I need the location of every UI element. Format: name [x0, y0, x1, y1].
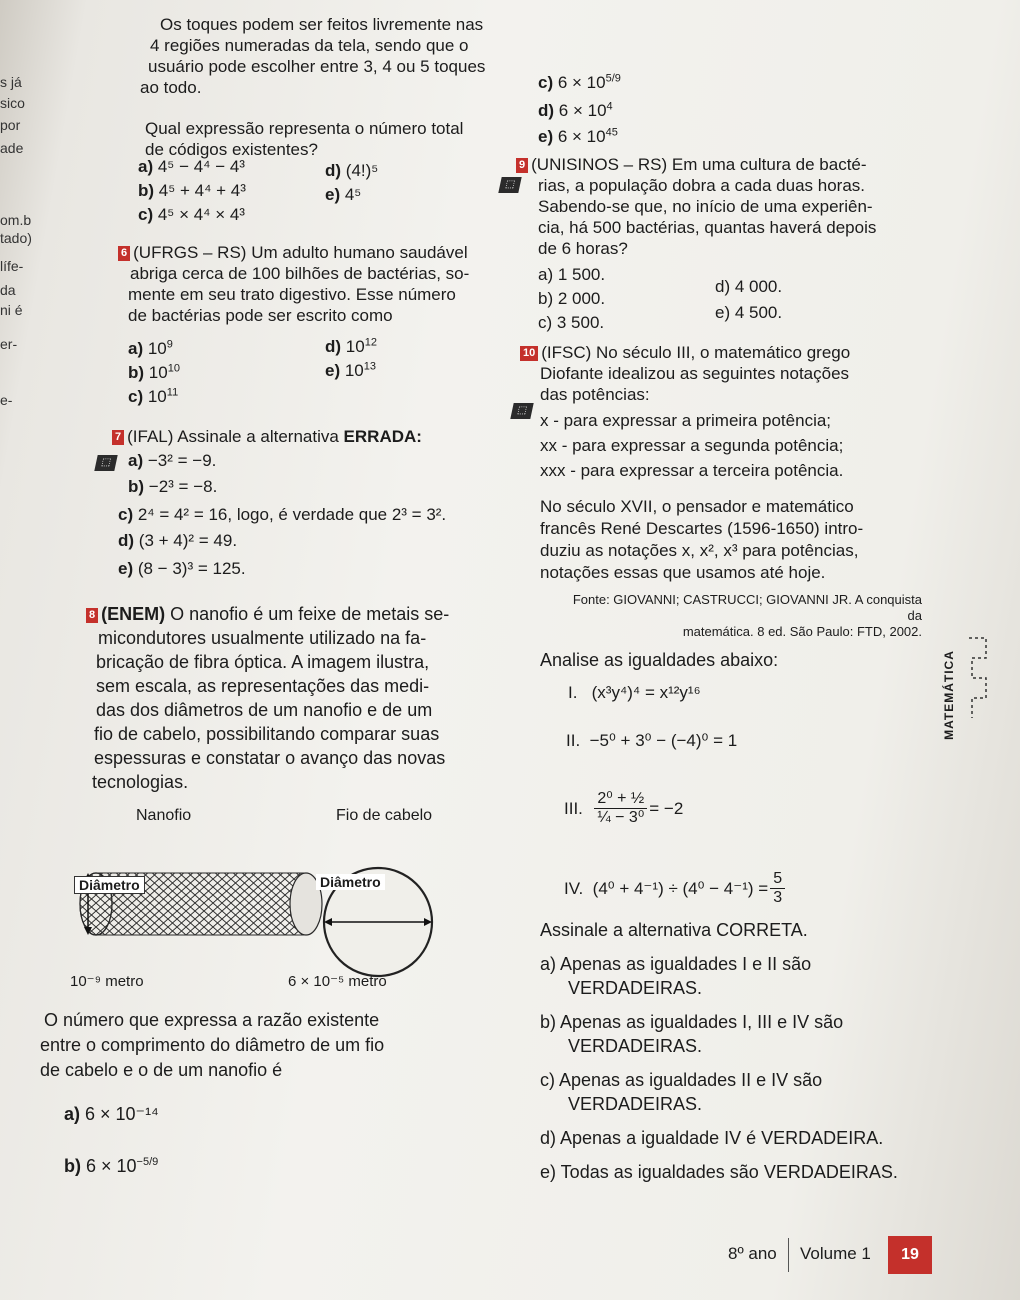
q6b-option-a[interactable]: a) $10^9$	[128, 338, 173, 358]
q6b-option-c[interactable]: c) $10^{11}$	[128, 386, 179, 406]
footer-volume: Volume 1	[800, 1244, 871, 1263]
q7-option-b[interactable]: b) −2³ = −8.	[128, 477, 218, 496]
side-tab: MATEMÁTICA	[942, 650, 957, 740]
footer-divider	[788, 1238, 789, 1272]
edge-fragment: om.b	[0, 212, 32, 228]
q6-option-c[interactable]: c) 4⁵ × 4⁴ × 4³	[138, 205, 245, 224]
q7-text: 7 (IFAL) Assinale a alternativa ERRADA:	[112, 426, 502, 447]
fig-label-nanofio: Nanofio	[136, 807, 192, 824]
q10-number: 10	[520, 346, 538, 361]
q10-options	[540, 952, 960, 1184]
edge-fragment: er-	[0, 336, 18, 352]
q6-question: Qual expressão representa o número total de códigos existentes?	[145, 119, 464, 159]
q9-option-c[interactable]: c) 3 500.	[538, 313, 605, 332]
q9-option-b[interactable]: b) 2 000.	[538, 289, 606, 308]
q10-option-b[interactable]: b) Apenas as igualdades I, III e IV são VERDADEIRAS.	[540, 1012, 844, 1056]
q10-analyze: Analise as igualdades abaixo:	[540, 650, 779, 670]
q6-option-d[interactable]: d) (4!)⁵	[325, 161, 379, 180]
q7-option-a[interactable]: a) −3² = −9.	[128, 451, 217, 470]
q10-option-e[interactable]: e) Todas as igualdades são VERDADEIRAS.	[540, 1162, 898, 1182]
edge-fragment: ni é	[0, 302, 23, 318]
q8-option-a[interactable]: a) 6 × 10⁻¹⁴	[64, 1104, 159, 1124]
edge-fragment: e-	[0, 392, 13, 408]
q9-option-a[interactable]: a) 1 500.	[538, 265, 606, 284]
q7-option-d[interactable]: d) (3 + 4)² = 49.	[118, 531, 238, 550]
q6b-option-e[interactable]: e) $10^{13}$	[325, 360, 377, 380]
edge-fragment: s já	[0, 74, 22, 90]
q10-eq-3: III. $\frac{\text{2⁰ + ½}}{\text{¼ − 3⁰}}$ = −2	[564, 790, 684, 826]
calculator-badge-icon: ⬚	[512, 402, 538, 420]
edge-fragment: tado)	[0, 230, 32, 246]
edge-fragment: por	[0, 117, 21, 133]
q10-text: 10 (IFSC) No século III, o matemático grego Diofante idealizou as seguintes notações das potências:	[520, 342, 910, 405]
q9-option-d[interactable]: d) 4 000.	[715, 277, 783, 296]
hair-diameter-label: Diâmetro	[316, 874, 385, 890]
hair-measure: 6 × 10⁻⁵ metro	[288, 973, 387, 990]
q6b-number: 6	[118, 246, 130, 261]
prev-option-c[interactable]: c) $6 \times 10^{5/9}$	[538, 72, 621, 92]
q10-option-a[interactable]: a) Apenas as igualdades I e II são VERDADEIRAS.	[540, 954, 812, 998]
q9-option-e[interactable]: e) 4 500.	[715, 303, 783, 322]
q10-descartes: No século XVII, o pensador e matemático francês René Descartes (1596-1650) intro- duziu as notações x, x², x³ para potências, notações essas que usamos até hoje.	[540, 497, 864, 582]
q10-notations: x - para expressar a primeira potência; xx - para expressar a segunda potência; xxx - para expressar a terceira potência.	[540, 411, 844, 480]
eq3-fraction: $\frac{\text{2⁰ + ½}}{\text{¼ − 3⁰}}$	[594, 790, 647, 827]
prev-option-d[interactable]: d) $6 \times 10^4$	[538, 100, 613, 120]
calculator-badge-icon: ⬚	[96, 454, 122, 472]
q10-eq-2: II. −5⁰ + 3⁰ − (−4)⁰ = 1	[566, 731, 738, 750]
nanofio-diameter-label: Diâmetro	[74, 876, 145, 894]
q9-number: 9	[516, 158, 528, 173]
edge-fragment: sico	[0, 95, 25, 111]
q6-option-e[interactable]: e) 4⁵	[325, 185, 362, 204]
edge-fragment: ade	[0, 140, 24, 156]
q10-source-note: Fonte: GIOVANNI; CASTRUCCI; GIOVANNI JR. A conquista da matemática. 8 ed. São Paulo: FTD, 2002.	[572, 592, 922, 639]
page-number: 19	[888, 1236, 932, 1274]
q6-option-b[interactable]: b) 4⁵ + 4⁴ + 4³	[138, 181, 246, 200]
edge-fragment: da	[0, 282, 16, 298]
prev-option-e[interactable]: e) $6 \times 10^{45}$	[538, 126, 618, 146]
q10-option-c[interactable]: c) Apenas as igualdades II e IV são VERDADEIRAS.	[540, 1070, 823, 1114]
footer-grade: 8º ano	[728, 1244, 777, 1263]
q8-question: O número que expressa a razão existente entre o comprimento do diâmetro de um fio de cabelo e o de um nanofio é	[40, 1010, 385, 1080]
fig-label-fio-cabelo: Fio de cabelo	[336, 807, 433, 824]
q6b-text: 6 (UFRGS – RS) Um adulto humano saudável abriga cerca de 100 bilhões de bactérias, so- mente em seu trato digestivo. Esse número de bactérias pode ser escrito como	[118, 242, 508, 326]
q10-choose: Assinale a alternativa CORRETA.	[540, 920, 808, 940]
q6b-option-b[interactable]: b) $10^{10}$	[128, 362, 180, 382]
q10-option-d[interactable]: d) Apenas a igualdade IV é VERDADEIRA.	[540, 1128, 884, 1148]
q8-text: 8 (ENEM) O nanofio é um feixe de metais se- micondutores usualmente utilizado na fa- bricação de fibra óptica. A imagem ilustra, sem escala, as representações das medi- das dos diâmetros de um nanofio e de um fio de cabelo, possibilitando comparar suas espessuras e constatar o avanço das novas tecnologias.	[86, 602, 506, 794]
q10-eq-4: IV. (4⁰ + 4⁻¹) ÷ (4⁰ − 4⁻¹) = $\frac{5}{3}$	[564, 870, 787, 907]
q10-eq-1: I. (x³y⁴)⁴ = x¹²y¹⁶	[568, 683, 701, 702]
calculator-badge-icon: ⬚	[500, 176, 526, 194]
q7-option-c[interactable]: c) 2⁴ = 4² = 16, logo, é verdade que 2³ = 3².	[118, 505, 447, 524]
q8-number: 8	[86, 608, 98, 623]
q6-intro: Os toques podem ser feitos livremente nas 4 regiões numeradas da tela, sendo que o usuário pode escolher entre 3, 4 ou 5 toques ao todo.	[140, 15, 486, 97]
q7-number: 7	[112, 430, 124, 445]
nanofio-measure: 10⁻⁹ metro	[70, 973, 144, 990]
nanofio-figure	[60, 835, 500, 980]
q6b-option-d[interactable]: d) $10^{12}$	[325, 336, 377, 356]
side-tab-decoration	[964, 630, 994, 730]
q7-option-e[interactable]: e) (8 − 3)³ = 125.	[118, 559, 246, 578]
edge-fragment: lífe-	[0, 258, 24, 274]
q6-option-a[interactable]: a) 4⁵ − 4⁴ − 4³	[138, 157, 245, 176]
q8-option-b[interactable]: b) $6 \times 10^{-5/9}$	[64, 1156, 159, 1176]
eq4-fraction: $\frac{5}{3}$	[770, 870, 785, 907]
q9-text: 9 (UNISINOS – RS) Em uma cultura de bacté- rias, a população dobra a cada duas horas. Sabendo-se que, no início de uma experiên- cia, há 500 bactérias, quantas haverá depois de 6 horas?	[516, 154, 906, 259]
